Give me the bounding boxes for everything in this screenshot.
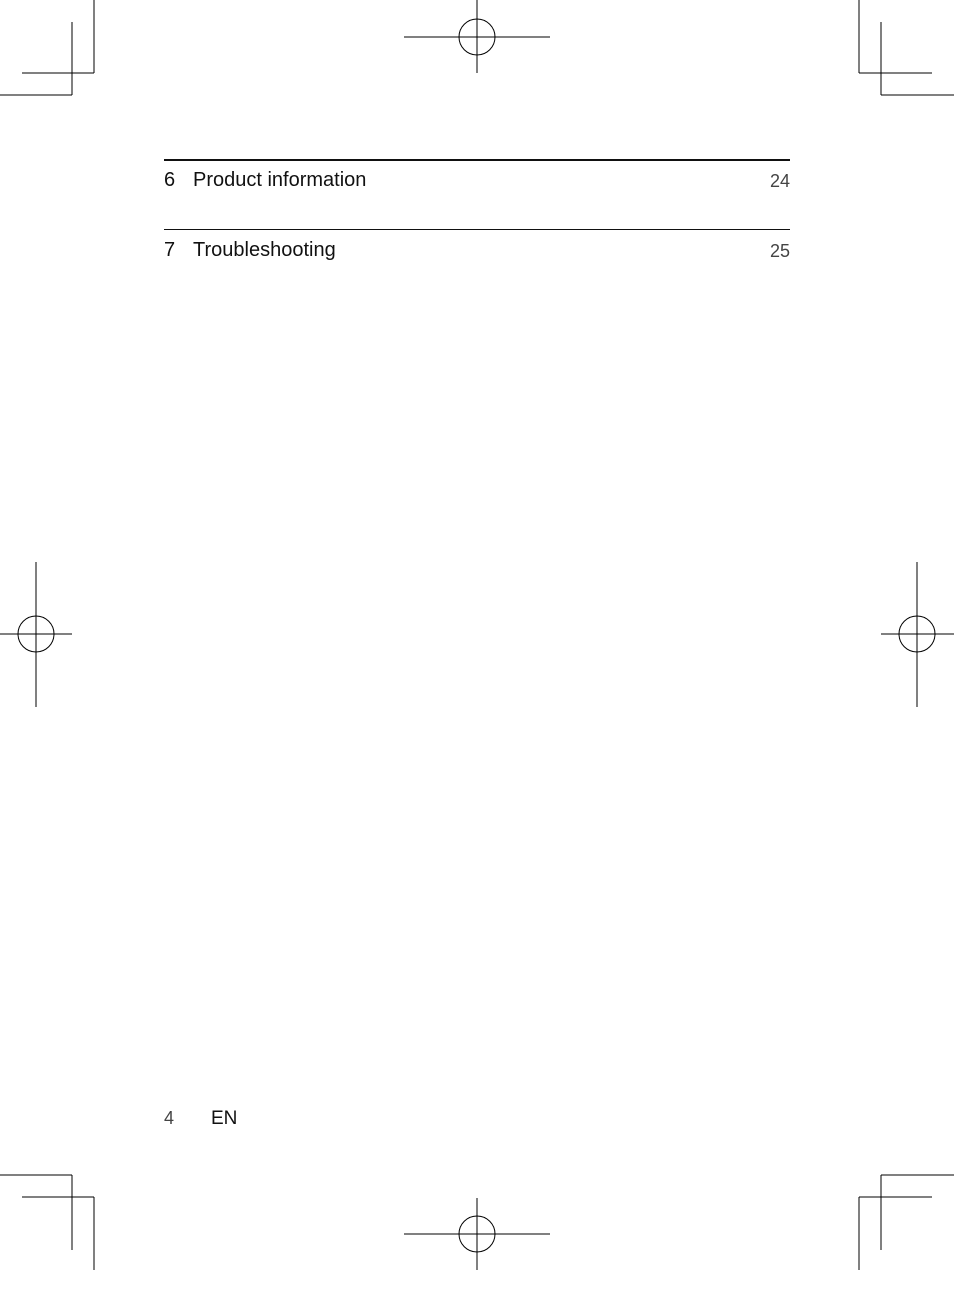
crop-mark-top-right xyxy=(859,0,954,95)
toc-divider xyxy=(164,159,790,161)
registration-target-left xyxy=(0,562,72,707)
crop-mark-top-left xyxy=(0,0,94,95)
registration-target-bottom xyxy=(404,1198,550,1270)
footer-language-code: EN xyxy=(211,1108,238,1129)
toc-entry-page: 25 xyxy=(769,241,790,261)
footer-page-number: 4 xyxy=(164,1108,175,1128)
toc-entry-page: 24 xyxy=(769,171,790,191)
toc-entry-product-information[interactable] xyxy=(164,159,790,229)
toc-entry-troubleshooting[interactable] xyxy=(164,229,790,299)
toc-divider xyxy=(164,229,790,230)
toc-entry-title: Troubleshooting xyxy=(193,239,336,261)
registration-target-right xyxy=(881,562,954,707)
crop-mark-bottom-left xyxy=(0,1175,94,1270)
registration-target-top xyxy=(404,0,550,73)
toc-entry-title: Product information xyxy=(193,169,367,191)
toc-entry-number: 6 xyxy=(164,169,176,191)
crop-mark-bottom-right xyxy=(859,1175,954,1270)
toc-entry-number: 7 xyxy=(164,239,176,261)
